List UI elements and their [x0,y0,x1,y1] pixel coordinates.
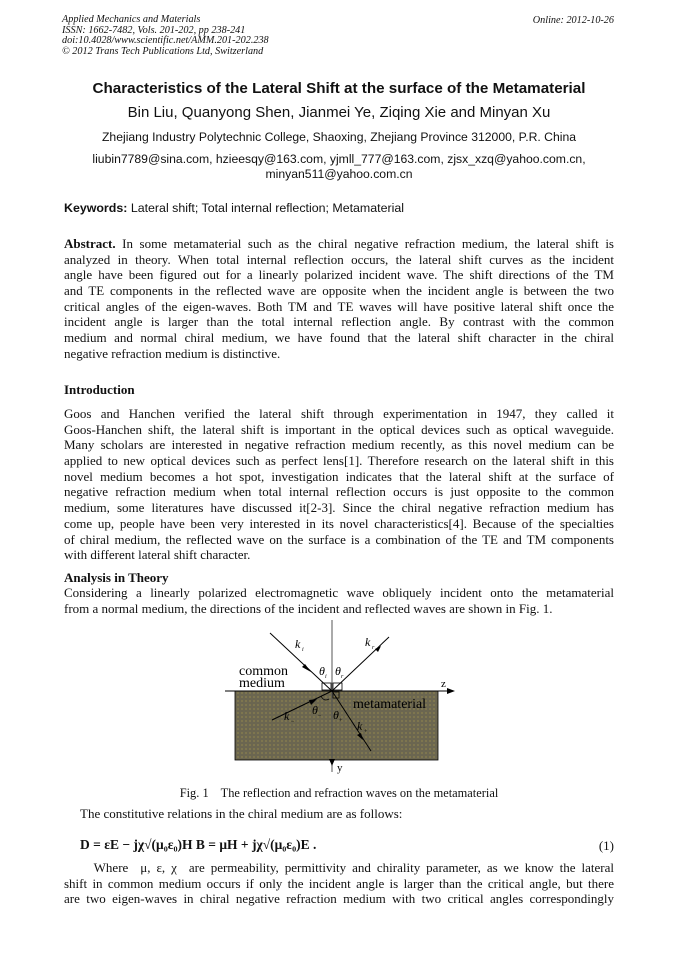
label-theta-plus: θ [333,708,339,722]
intro-line: applied to new optical devices such as perfect lens[1]. Therefore research on the lateral shift in this [64,453,614,469]
abstract-line: critical angles of the eigen-waves. Both TM and TE waves will have positive lateral shift once the [64,298,614,314]
abstract-line: In some metamaterial such as the chiral negative refraction medium, the lateral shift is [115,236,614,251]
label-theta-i-sub: i [325,674,327,680]
journal-copyright: © 2012 Trans Tech Publications Ltd, Switzerland [62,45,264,57]
label-k-i: k [295,637,301,651]
label-theta-minus: θ [312,703,318,717]
online-date: Online: 2012-10-26 [532,15,614,26]
abstract-line: medium and normal chiral medium, we have found that the lateral shift character in the chiral [64,330,614,346]
intro-line: medium, some literatures have discussed it[2-3]. Since the chiral negative refraction medium has [64,500,614,516]
keywords [64,201,404,215]
intro-line: come up, people have been very interested in its novel characteristics[4]. Because of the specialties [64,515,614,531]
paper-title: Characteristics of the Lateral Shift at the surface of the Metamaterial [92,80,586,97]
analysis-body [64,585,614,616]
figure-caption [0,786,678,801]
emails-line-2: minyan511@yahoo.com.cn [265,166,413,181]
intro-line: of chiral medium, the reflected wave on the surface is a combination of the TE and TM components [64,531,614,547]
caption-text: The reflection and refraction waves on the metamaterial [220,786,499,800]
analysis-line: from a normal medium, the directions of the incident and reflected waves are shown in Fig. 1. [64,600,553,616]
abstract [64,236,614,362]
paper-affiliation: Zhejiang Industry Polytechnic College, Shaoxing, Zhejiang Province 312000, P.R. China [101,130,577,144]
after-eq-line: Where μ, ε, χ are permeability, permittivity and chirality parameter, as we know the lateral [64,860,614,875]
keywords-text: Lateral shift; Total internal reflection; Metamaterial [130,201,404,215]
label-k-i-sub: i [302,647,304,653]
abstract-line: angle have been figured out for a linearly polarized incident wave. The shift directions of the TM [64,267,614,283]
after-eq-line: shift in common medium occurs if only the incident angle is larger than the critical angle, but there [64,875,614,891]
reflection-refraction-diagram [225,620,465,780]
label-theta-r: θ [335,664,341,678]
abstract-line: negative refraction medium is distinctive. [64,345,281,361]
journal-issn: ISSN: 1662-7482, Vols. 201-202, pp 238-241 [62,24,246,36]
label-theta-plus-sub: + [339,718,343,724]
introduction-heading: Introduction [64,382,135,397]
label-k-r-sub: r [372,645,375,651]
label-metamaterial: metamaterial [353,697,427,712]
intro-line: negative refraction medium when total internal reflection occurs is just opposite to the common [64,484,614,500]
label-medium: medium [239,676,285,691]
equation-1: D = εE − jχ√(μ₀ε₀)H B = μH + jχ√(μ₀ε₀)E . [80,837,317,852]
keywords-label: Keywords: [64,201,128,215]
analysis-line: Considering a linearly polarized electromagnetic wave obliquely incident onto the metamaterial [64,585,614,600]
constitutive-intro: The constitutive relations in the chiral medium are as follows: [80,806,403,821]
caption-label: Fig. 1 [179,786,209,800]
label-k-plus: k [357,719,363,733]
label-k-plus-sub: + [364,729,368,735]
after-eq-line: are two eigen-waves in chiral negative refraction medium with two critical angles correspondingly [64,891,614,907]
figure-1 [225,620,465,780]
introduction-body [64,406,614,563]
label-common: common [239,664,288,679]
abstract-label: Abstract. [64,236,116,251]
journal-doi: doi:10.4028/www.scientific.net/AMM.201-202.238 [62,35,269,46]
paper-emails [0,152,678,181]
label-k-r: k [365,635,371,649]
journal-name: Applied Mechanics and Materials [62,14,201,25]
after-equation-body [64,860,614,907]
abstract-line: and TE components in the reflected wave are opposite when the incident angle is between the two [64,283,614,299]
intro-line: Goos and Hanchen verified the lateral shift through experimentation in 1947, they called it [64,406,614,421]
intro-line: novel medium becomes a hot spot, investigation indicates that the lateral shift at the surface of [64,468,614,484]
abstract-line: analyzed in theory. When total internal reflection occurs, the lateral shift curves as the incident [64,251,614,267]
label-theta-r-sub: r [341,674,344,680]
journal-header [62,15,269,57]
intro-line: Goos-Hanchen shift, the lateral shift is important in the optical devices such as optical waveguide. [64,421,614,437]
label-theta-i: θ [319,664,325,678]
abstract-line: incident angle is larger than the total internal reflection angle. By contrast with the common [64,314,614,330]
label-k-minus: k [284,709,290,723]
paper-authors: Bin Liu, Quanyong Shen, Jianmei Ye, Ziqing Xie and Minyan Xu [127,104,551,121]
analysis-heading: Analysis in Theory [64,570,169,585]
label-k-minus-sub: − [291,719,295,725]
equation-number: (1) [598,838,614,853]
intro-line: Many scholars are interested in negative refraction medium recently, as this novel medium can be [64,437,614,453]
intro-line: with different lateral shift character. [64,547,251,563]
axis-y-label: y [337,762,343,774]
emails-line-1: liubin7789@sina.com, hzieesqy@163.com, yjmll_777@163.com, zjsx_xzq@yahoo.com.cn, [92,152,586,166]
axis-z-label: z [441,678,446,690]
label-theta-minus-sub: − [318,713,322,719]
